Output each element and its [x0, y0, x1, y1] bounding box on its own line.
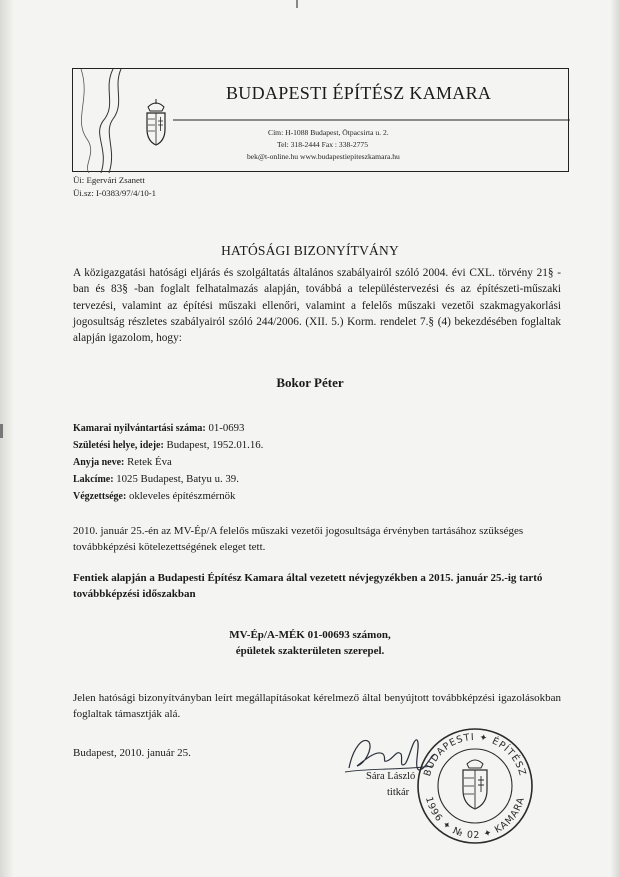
registration-value: 01-0693	[205, 422, 245, 434]
closing-paragraph: Jelen hatósági bizonyítványban leírt megállapításokat kérelmező által benyújtott továbbképzési igazolásokban foglaltak támasztják alá.	[73, 692, 561, 720]
place-and-date: Budapest, 2010. január 25.	[73, 747, 191, 759]
certified-person-name: Bokor Péter	[276, 375, 344, 390]
page-edge-shadow-right	[610, 0, 620, 877]
scan-edge-mark	[0, 424, 3, 438]
address-label: Lakcíme:	[73, 474, 114, 485]
birth-label: Születési helye, ideje:	[73, 440, 164, 451]
degree-value: okleveles építészmérnök	[126, 490, 236, 502]
registration-label: Kamarai nyilvántartási száma:	[73, 423, 206, 434]
document-title: HATÓSÁGI BIZONYÍTVÁNY	[221, 243, 399, 258]
stamp-bottom-text: 1996 ✦ № 02 ✦ KAMARA	[422, 795, 528, 842]
stamp-top-text: BUDAPESTI ✦ ÉPÍTÉSZ	[422, 731, 528, 778]
mother-label: Anyja neve:	[73, 457, 125, 468]
clerk-reference: Üi: Egervári Zsanett	[73, 175, 145, 185]
coat-of-arms-icon	[143, 97, 169, 149]
registration-number-line: MV-Ép/A-MÉK 01-00693 számon,	[229, 629, 391, 641]
chamber-contact: bek@t-online.hu www.budapestiepiteszkamara.hu	[247, 152, 400, 161]
registry-statement: Fentiek alapján a Budapesti Építész Kamara által vezetett névjegyzékben a 2015. január 25.-ig tartó továbbképzési időszakban	[73, 572, 543, 600]
signer-title: titkár	[387, 787, 410, 798]
address-row	[73, 471, 263, 488]
intro-paragraph: A közigazgatási hatósági eljárás és szolgáltatás általános szabályairól szóló 2004. évi CXL. törvény 21§ -ban és 83§ -ban foglalt felhatalmazás alapján, továbbá a településtervezési és az építészeti-műszaki tervezési, valamint az építési műszaki ellenőri, valamint a felelős műszaki vezetői szakmagyakorlási jogosultság részletes szabályairól szóló 244/2006. (XII. 5.) Korm. rendelet 7.§ (4) bekezdésében foglaltak alapján igazolom, hogy:	[73, 267, 561, 345]
stamp-crest-icon	[463, 760, 487, 809]
mother-value: Retek Éva	[124, 456, 172, 468]
file-number: Üi.sz: I-0383/97/4/10-1	[73, 188, 157, 198]
address-value: 1025 Budapest, Batyu u. 39.	[113, 473, 239, 485]
degree-label: Végzettsége:	[73, 491, 127, 502]
birth-row	[73, 437, 263, 454]
signer-name: Sára László	[366, 771, 416, 782]
chamber-address: Cím: H-1088 Budapest, Ötpacsirta u. 2.	[268, 128, 389, 137]
personal-details	[73, 420, 263, 505]
page-edge-shadow-left	[0, 0, 14, 877]
mother-row	[73, 454, 263, 471]
training-paragraph: 2010. január 25.-én az MV-Ép/A felelős műszaki vezetői jogosultsága érvényben tartásához szükséges továbbképzési kötelezettségének eleget tett.	[73, 525, 524, 553]
chamber-phone: Tel: 318-2444 Fax : 338-2775	[277, 140, 369, 149]
chamber-name: BUDAPESTI ÉPÍTÉSZ KAMARA	[226, 83, 492, 103]
scan-edge-mark	[296, 0, 298, 8]
birth-value: Budapest, 1952.01.16.	[163, 439, 264, 451]
letterhead-box	[72, 68, 569, 172]
registration-number-block	[0, 627, 620, 659]
degree-row	[73, 488, 263, 505]
specialty-line: épületek szakterületen szerepel.	[235, 645, 385, 657]
registration-row	[73, 420, 263, 437]
